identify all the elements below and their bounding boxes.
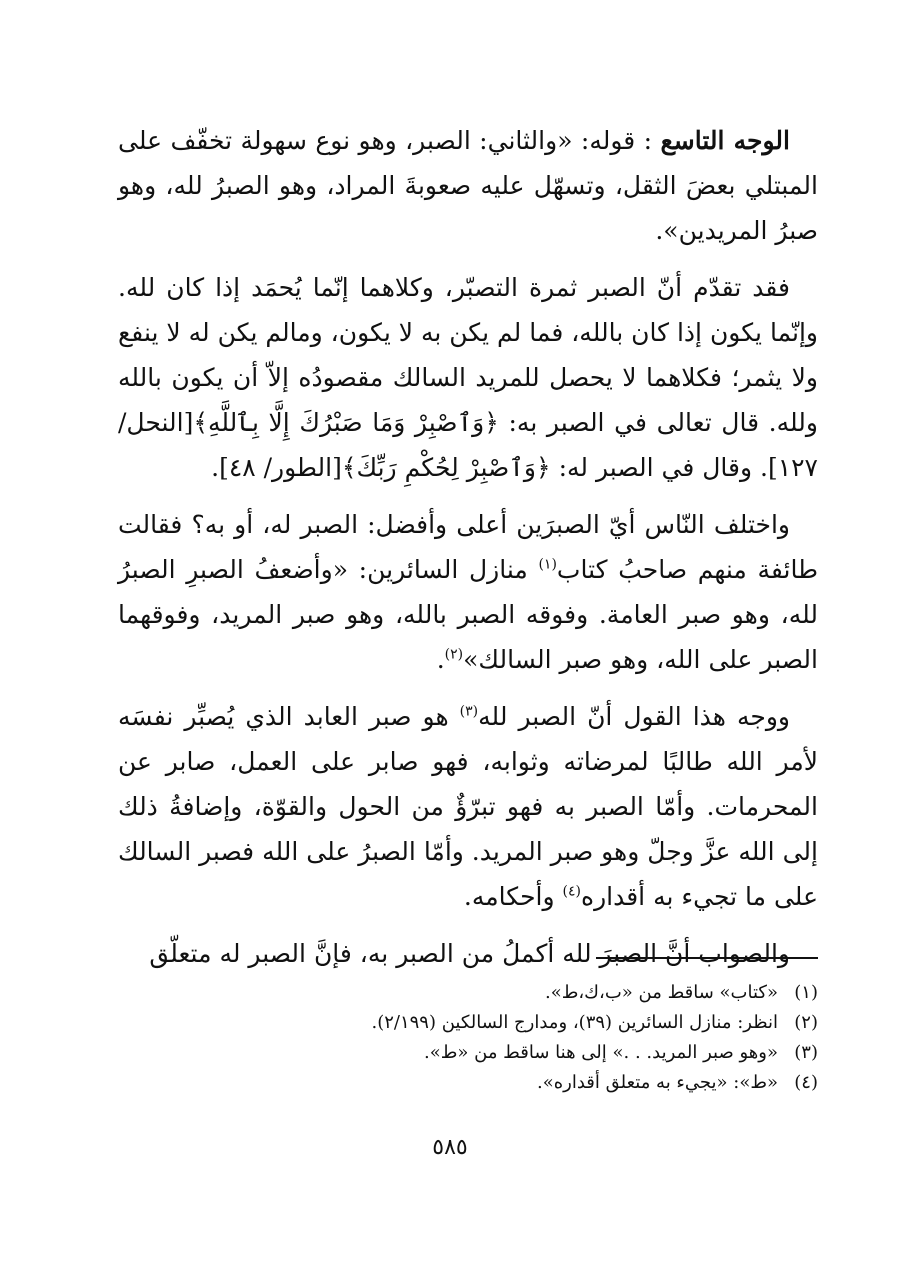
footnote-item — [118, 1068, 818, 1098]
page-number: ٥٨٥ — [432, 1135, 468, 1160]
paragraph-3-text-a: واختلف النّاس أيّ الصبرَين أعلى وأفضل: الصبر له، أو به؟ فقالت طائفة منهم صاحبُ كتاب — [118, 510, 819, 584]
footnote-item — [118, 1008, 818, 1038]
paragraph-4-text-a: ووجه هذا القول أنّ الصبر لله — [478, 702, 790, 731]
footnote-text: انظر: منازل السائرين (٣٩)، ومدارج السالكين (٢/١٩٩). — [371, 1012, 778, 1033]
footnote-ref-2[interactable]: (٢) — [444, 646, 464, 663]
main-text — [118, 118, 818, 988]
footnote-number: (١) — [794, 982, 818, 1003]
paragraph-3 — [118, 502, 818, 682]
footnote-text: «وهو صبر المريد. . .» إلى هنا ساقط من «ط». — [424, 1042, 778, 1063]
paragraph-4-text-c: وأحكامه. — [463, 882, 563, 911]
footnote-number: (٤) — [794, 1072, 818, 1093]
footnote-number: (٢) — [794, 1012, 818, 1033]
section-heading: الوجه التاسع — [660, 126, 790, 155]
footnote-text: «كتاب» ساقط من «ب،ك،ط». — [544, 982, 778, 1003]
footnotes — [118, 978, 818, 1098]
footnote-item — [118, 1038, 818, 1068]
paragraph-3-text-b: منازل السائرين: «وأضعفُ الصبرِ الصبرُ لله، وهو صبر العامة. وفوقه الصبر بالله، وهو صبر المريد، وفوقهما الصبر على الله، وهو صبر السالك» — [118, 555, 818, 674]
footnote-ref-3[interactable]: (٣) — [459, 703, 479, 720]
paragraph-5-text: والصواب أنَّ الصبرَ لله أكملُ من الصبر به، فإنَّ الصبر له متعلّق — [149, 939, 790, 968]
paragraph-4 — [118, 694, 818, 919]
footnote-item — [118, 978, 818, 1008]
paragraph-1-text: : قوله: «والثاني: الصبر، وهو نوع سهولة تخفّف على المبتلي بعضَ الثقل، وتسهّل عليه صعوبةَ المراد، وهو الصبرُ لله، وهو صبرُ المريدين». — [118, 126, 818, 245]
paragraph-4-text-b: هو صبر العابد الذي يُصبِّر نفسَه لأمر الله طالبًا لمرضاته وثوابه، فهو صابر على العمل، صابر عن المحرمات. وأمّا الصبر به فهو تبرّؤٌ من الحول والقوّة، وإضافةُ ذلك إلى الله عزَّ وجلّ وهو صبر المريد. وأمّا الصبرُ على الله فصبر السالك على ما تجيء به أقداره — [118, 702, 818, 911]
footnote-text: «ط»: «يجيء به متعلق أقداره». — [536, 1072, 778, 1093]
paragraph-5 — [118, 931, 818, 976]
footnote-divider — [596, 957, 818, 959]
footnote-number: (٣) — [794, 1042, 818, 1063]
paragraph-1 — [118, 118, 818, 253]
footnote-ref-1[interactable]: (١) — [538, 556, 557, 573]
paragraph-2-text: فقد تقدّم أنّ الصبر ثمرة التصبّر، وكلاهما إنّما يُحمَد إذا كان لله. وإنّما يكون إذا كان بالله، فما لم يكن به لا يكون، ومالم يكن له لا ينفع ولا يثمر؛ فكلاهما لا يحصل للمريد السالك مقصودُه إلاّ أن يكون بالله ولله. قال تعالى في الصبر به: ﴿وَٱصْبِرْ وَمَا صَبْرُكَ إِلَّا بِٱللَّهِ﴾[النحل/ ١٢٧]. وقال في الصبر له: ﴿وَٱصْبِرْ لِحُكْمِ رَبِّكَ﴾[الطور/ ٤٨]. — [118, 273, 818, 482]
paragraph-2 — [118, 265, 818, 490]
footnote-ref-4[interactable]: (٤) — [562, 883, 581, 900]
paragraph-3-text-c: . — [436, 645, 445, 674]
